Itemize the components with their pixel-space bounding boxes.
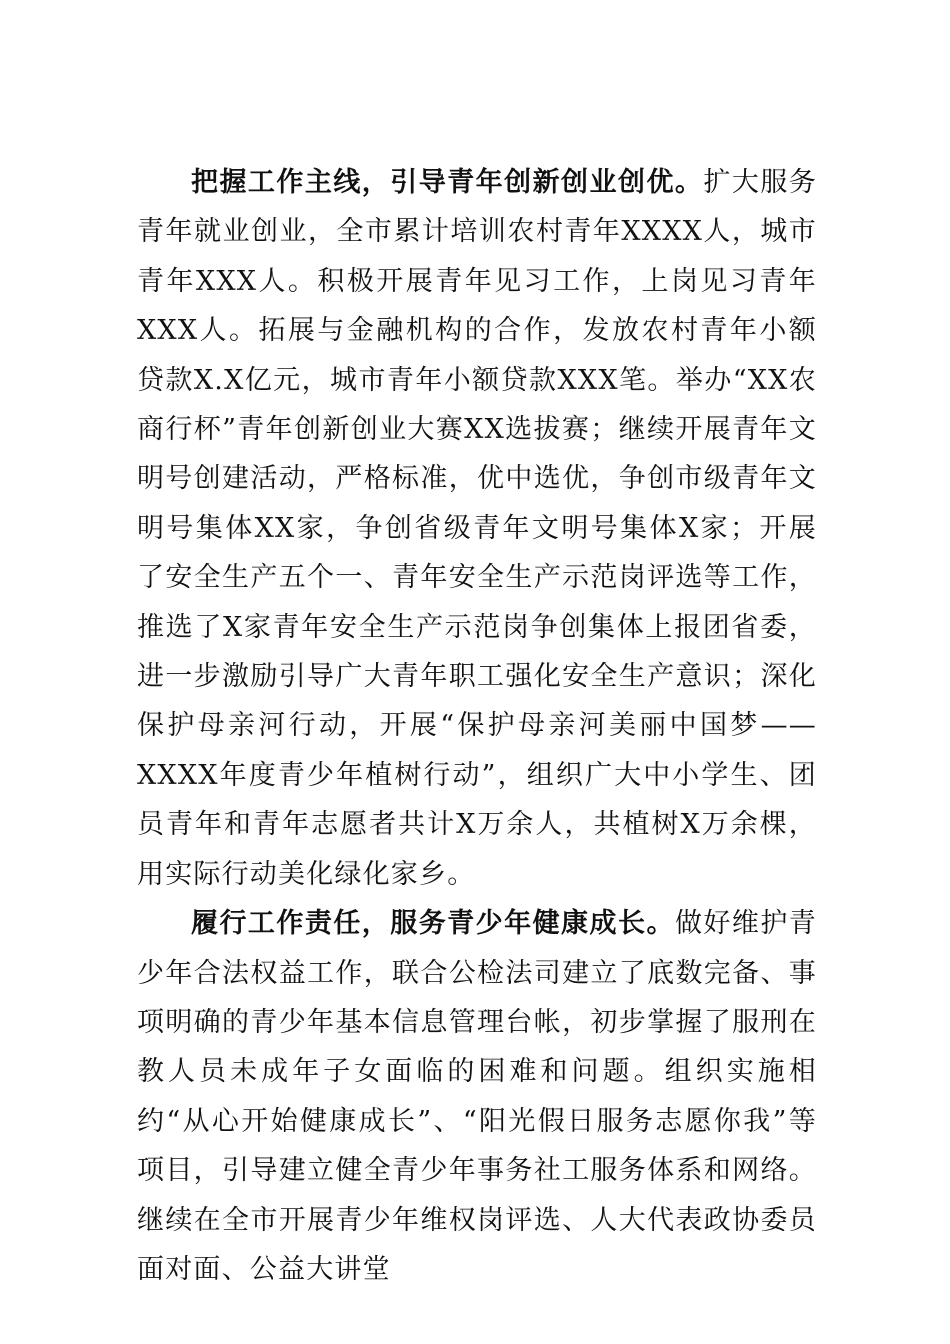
paragraph-youth-health-growth xyxy=(137,899,817,1294)
paragraph-innovation-entrepreneurship xyxy=(137,158,817,899)
document-body xyxy=(137,158,817,1294)
paragraph-heading: 履行工作责任，服务青少年健康成长。 xyxy=(191,908,675,940)
paragraph-text: 做好维护青少年合法权益工作，联合公检法司建立了底数完备、事项明确的青少年基本信息管理台帐，初步掌握了服刑在教人员未成年子女面临的困难和问题。组织实施相约“从心开始健康成长”、“阳光假日服务志愿你我”等项目，引导建立健全青少年事务社工服务体系和网络。继续在全市开展青少年维权岗评选、人大代表政协委员面对面、公益大讲堂 xyxy=(137,908,818,1285)
paragraph-heading: 把握工作主线，引导青年创新创业创优。 xyxy=(191,167,704,198)
paragraph-text: 扩大服务青年就业创业，全市累计培训农村青年XXXX人，城市青年XXX人。积极开展青年见习工作，上岗见习青年XXX人。拓展与金融机构的合作，发放农村青年小额贷款X.X亿元，城市青年小额贷款XXX笔。举办“XX农商行杯”青年创新创业大赛XX选拔赛；继续开展青年文明号创建活动，严格标准，优中选优，争创市级青年文明号集体XX家，争创省级青年文明号集体X家；开展了安全生产五个一、青年安全生产示范岗评选等工作，推选了X家青年安全生产示范岗争创集体上报团省委，进一步激励引导广大青年职工强化安全生产意识；深化保护母亲河行动，开展“保护母亲河美丽中国梦——XXXX年度青少年植树行动”，组织广大中小学生、团员青年和青年志愿者共计X万余人，共植树X万余棵，用实际行动美化绿化家乡。 xyxy=(137,167,817,890)
